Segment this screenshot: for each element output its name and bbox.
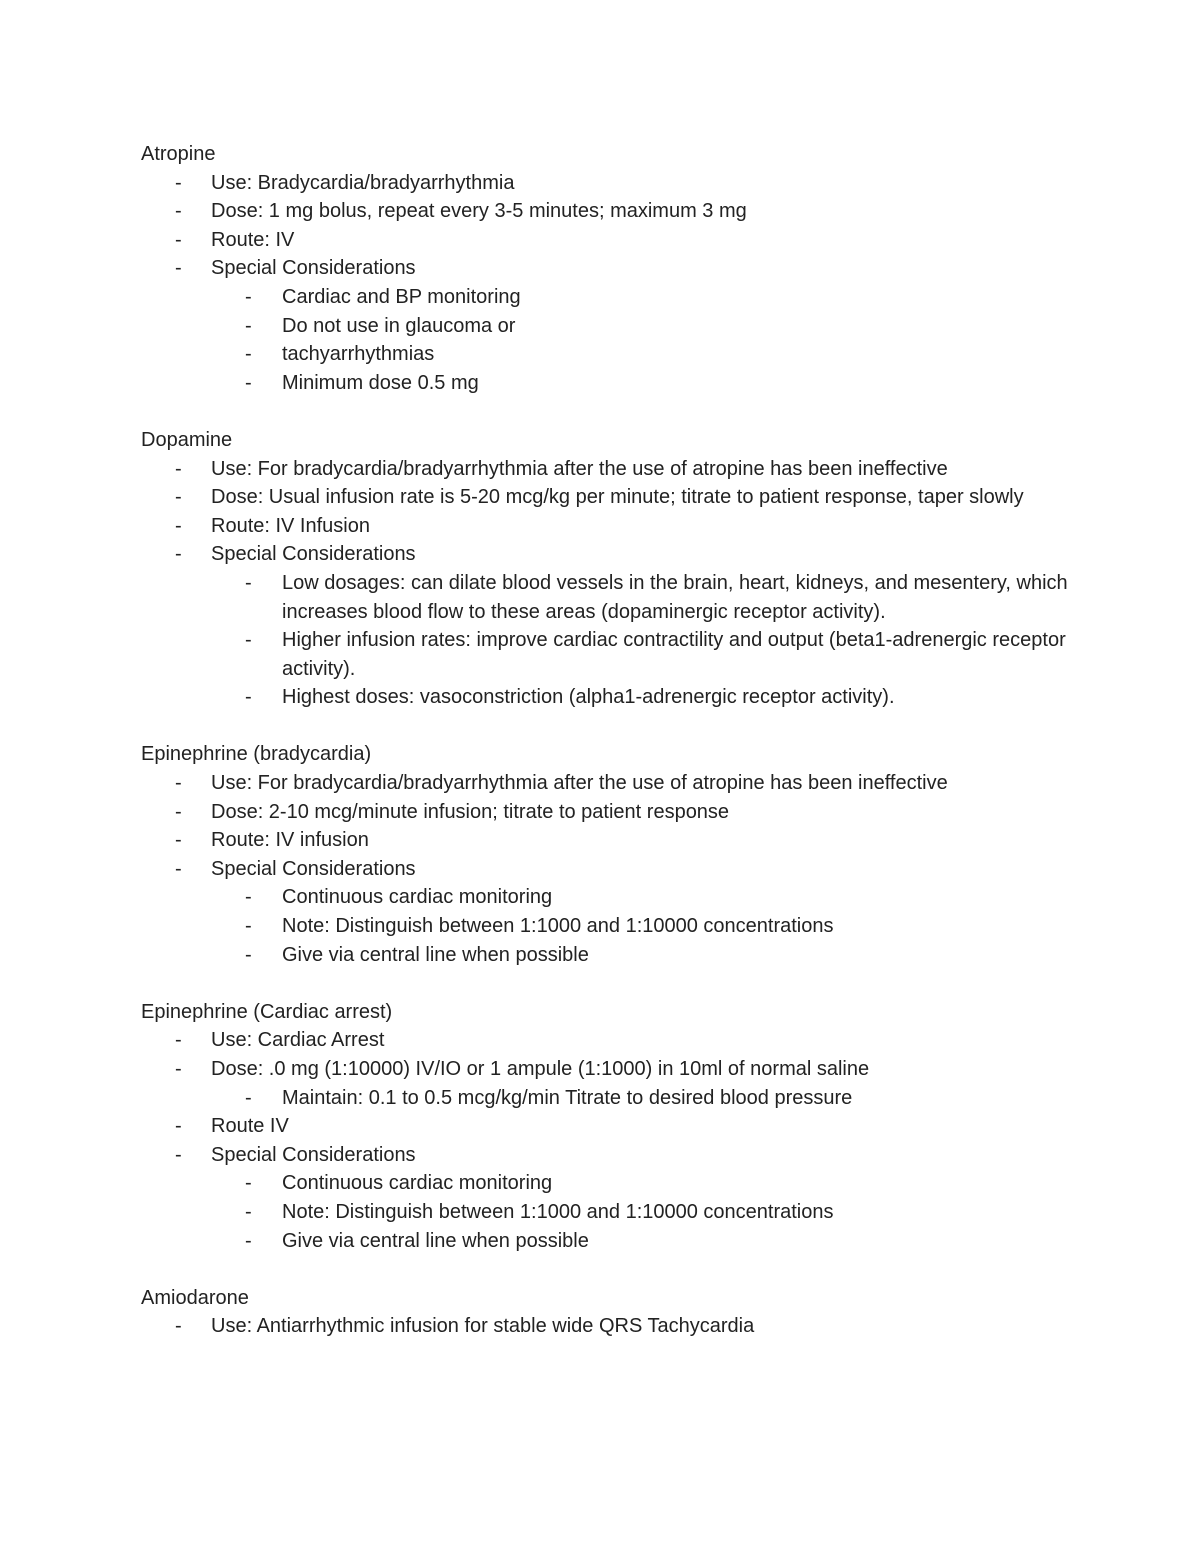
detail-list-item bbox=[141, 169, 1071, 198]
detail-text: Dose: 1 mg bolus, repeat every 3-5 minutes; maximum 3 mg bbox=[211, 200, 747, 223]
sub-detail-text: Note: Distinguish between 1:1000 and 1:10000 concentrations bbox=[282, 915, 834, 938]
dash-bullet-icon: - bbox=[175, 857, 182, 880]
detail-text: Use: Cardiac Arrest bbox=[211, 1029, 385, 1052]
dash-bullet-icon: - bbox=[245, 1086, 252, 1109]
detail-list-item bbox=[141, 1112, 1071, 1141]
sub-list-item bbox=[211, 1169, 1071, 1198]
dash-bullet-icon: - bbox=[175, 543, 182, 566]
detail-text: Use: Antiarrhythmic infusion for stable wide QRS Tachycardia bbox=[211, 1315, 755, 1338]
sub-list-item bbox=[211, 369, 1071, 398]
detail-text: Use: Bradycardia/bradyarrhythmia bbox=[211, 171, 515, 194]
detail-list-item bbox=[141, 540, 1071, 712]
dash-bullet-icon: - bbox=[175, 228, 182, 251]
dash-bullet-icon: - bbox=[175, 257, 182, 280]
sub-list-item bbox=[211, 1227, 1071, 1256]
detail-text: Use: For bradycardia/bradyarrhythmia after the use of atropine has been ineffective bbox=[211, 457, 948, 480]
drug-detail-list bbox=[141, 1312, 1071, 1341]
detail-list-item bbox=[141, 226, 1071, 255]
sub-detail-list bbox=[211, 569, 1071, 712]
sub-detail-text: Highest doses: vasoconstriction (alpha1-adrenergic receptor activity). bbox=[282, 686, 895, 709]
drug-section bbox=[141, 426, 1071, 712]
sub-list-item bbox=[211, 941, 1071, 970]
dash-bullet-icon: - bbox=[175, 200, 182, 223]
detail-list-item bbox=[141, 826, 1071, 855]
dash-bullet-icon: - bbox=[245, 1200, 252, 1223]
detail-list-item bbox=[141, 1312, 1071, 1341]
dash-bullet-icon: - bbox=[175, 1029, 182, 1052]
sub-detail-text: Cardiac and BP monitoring bbox=[282, 285, 521, 308]
sub-detail-list bbox=[211, 283, 1071, 397]
dash-bullet-icon: - bbox=[175, 800, 182, 823]
dash-bullet-icon: - bbox=[175, 1058, 182, 1080]
detail-text: Use: For bradycardia/bradyarrhythmia after the use of atropine has been ineffective bbox=[211, 772, 948, 795]
dash-bullet-icon: - bbox=[175, 486, 182, 509]
detail-list-item bbox=[141, 1141, 1071, 1255]
sub-detail-text: Minimum dose 0.5 mg bbox=[282, 371, 479, 394]
sub-detail-text: Give via central line when possible bbox=[282, 1229, 589, 1252]
dash-bullet-icon: - bbox=[175, 1143, 182, 1166]
dash-bullet-icon: - bbox=[175, 1315, 182, 1338]
sub-detail-list bbox=[211, 1169, 1071, 1255]
detail-list-item bbox=[141, 254, 1071, 397]
detail-text: Route: IV Infusion bbox=[211, 514, 370, 537]
dash-bullet-icon: - bbox=[175, 171, 182, 194]
detail-list-item bbox=[141, 798, 1071, 827]
sub-list-item bbox=[211, 283, 1071, 312]
sub-detail-text: Continuous cardiac monitoring bbox=[282, 886, 553, 909]
sub-list-item bbox=[211, 683, 1071, 712]
drug-heading: Epinephrine (bradycardia) bbox=[141, 743, 372, 766]
drug-section bbox=[141, 140, 1071, 397]
detail-list-item bbox=[141, 769, 1071, 798]
detail-list-item bbox=[141, 483, 1071, 512]
dash-bullet-icon: - bbox=[245, 371, 252, 394]
sub-detail-text: Continuous cardiac monitoring bbox=[282, 1172, 553, 1195]
dash-bullet-icon: - bbox=[175, 1115, 182, 1138]
detail-list-item bbox=[141, 197, 1071, 226]
detail-text: Dose: Usual infusion rate is 5-20 mcg/kg per minute; titrate to patient response, taper slowly bbox=[211, 486, 1024, 509]
dash-bullet-icon: - bbox=[245, 1172, 252, 1195]
detail-text: Dose: .0 mg (1:10000) IV/IO or 1 ampule (1:1000) in 10ml of normal saline bbox=[211, 1058, 870, 1080]
dash-bullet-icon: - bbox=[245, 314, 252, 337]
sub-list-item bbox=[211, 569, 1071, 626]
sub-list-item bbox=[211, 1084, 1071, 1113]
drug-heading: Dopamine bbox=[141, 428, 233, 451]
dash-bullet-icon: - bbox=[175, 829, 182, 852]
sub-list-item bbox=[211, 912, 1071, 941]
sub-list-item bbox=[211, 626, 1071, 683]
drug-heading: Amiodarone bbox=[141, 1286, 249, 1309]
detail-list-item bbox=[141, 1026, 1071, 1055]
drug-detail-list bbox=[141, 1026, 1071, 1255]
dash-bullet-icon: - bbox=[245, 343, 252, 366]
sub-list-item bbox=[211, 340, 1071, 369]
detail-list-item bbox=[141, 512, 1071, 541]
drug-detail-list bbox=[141, 455, 1071, 712]
dash-bullet-icon: - bbox=[245, 285, 252, 308]
detail-list-item bbox=[141, 1055, 1071, 1112]
detail-text: Route IV bbox=[211, 1115, 289, 1138]
dash-bullet-icon: - bbox=[245, 915, 252, 938]
dash-bullet-icon: - bbox=[245, 571, 252, 594]
dash-bullet-icon: - bbox=[245, 1229, 252, 1252]
detail-list-item bbox=[141, 855, 1071, 969]
drug-section bbox=[141, 998, 1071, 1255]
sub-detail-text: Give via central line when possible bbox=[282, 943, 589, 966]
detail-text: Dose: 2-10 mcg/minute infusion; titrate to patient response bbox=[211, 800, 730, 823]
document-page bbox=[141, 140, 1071, 1370]
detail-text: Special Considerations bbox=[211, 857, 416, 880]
sub-detail-text: tachyarrhythmias bbox=[282, 343, 435, 366]
detail-text: Special Considerations bbox=[211, 257, 416, 280]
sub-detail-text: Higher infusion rates: improve cardiac contractility and output (beta1-adrenergic receptor activity). bbox=[282, 629, 1066, 680]
detail-text: Special Considerations bbox=[211, 543, 416, 566]
sub-list-item bbox=[211, 883, 1071, 912]
dash-bullet-icon: - bbox=[175, 514, 182, 537]
sub-list-item bbox=[211, 312, 1071, 341]
drug-section bbox=[141, 1284, 1071, 1341]
dash-bullet-icon: - bbox=[175, 772, 182, 795]
detail-text: Route: IV infusion bbox=[211, 829, 369, 852]
drug-heading: Atropine bbox=[141, 143, 216, 165]
sub-list-item bbox=[211, 1198, 1071, 1227]
drug-detail-list bbox=[141, 769, 1071, 969]
drug-detail-list bbox=[141, 169, 1071, 398]
detail-text: Special Considerations bbox=[211, 1143, 416, 1166]
sub-detail-text: Note: Distinguish between 1:1000 and 1:10000 concentrations bbox=[282, 1200, 834, 1223]
dash-bullet-icon: - bbox=[245, 886, 252, 909]
sub-detail-list bbox=[211, 1084, 1071, 1113]
detail-text: Route: IV bbox=[211, 228, 295, 251]
detail-list-item bbox=[141, 455, 1071, 484]
dash-bullet-icon: - bbox=[245, 629, 252, 652]
drug-section bbox=[141, 740, 1071, 969]
dash-bullet-icon: - bbox=[175, 457, 182, 480]
sub-detail-text: Maintain: 0.1 to 0.5 mcg/kg/min Titrate to desired blood pressure bbox=[282, 1086, 853, 1109]
drug-heading: Epinephrine (Cardiac arrest) bbox=[141, 1000, 393, 1023]
sub-detail-text: Do not use in glaucoma or bbox=[282, 314, 516, 337]
sub-detail-list bbox=[211, 883, 1071, 969]
sub-detail-text: Low dosages: can dilate blood vessels in the brain, heart, kidneys, and mesentery, which increases blood flow to these areas (dopaminergic receptor activity). bbox=[282, 571, 1068, 623]
dash-bullet-icon: - bbox=[245, 943, 252, 966]
dash-bullet-icon: - bbox=[245, 686, 252, 709]
